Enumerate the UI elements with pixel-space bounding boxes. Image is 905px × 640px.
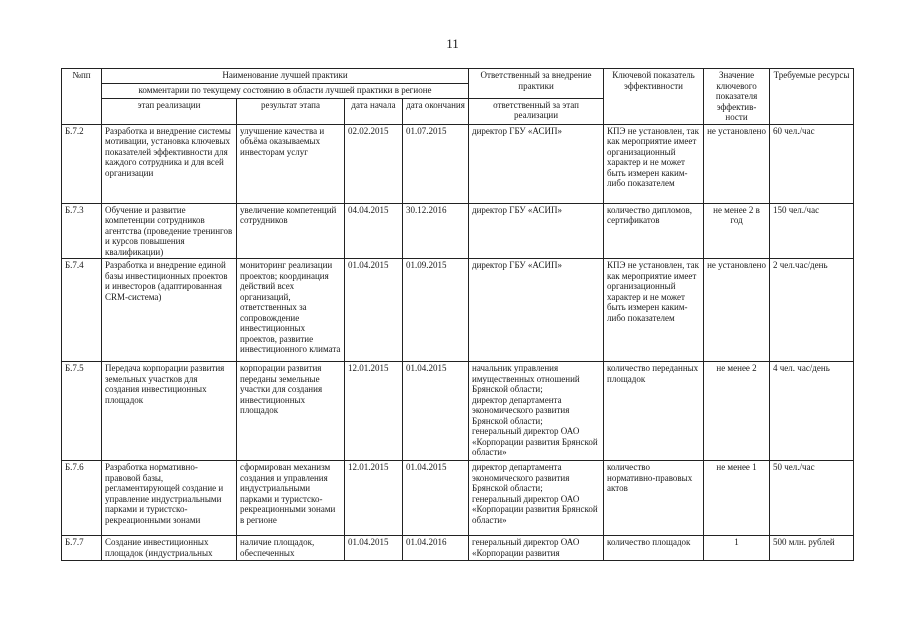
row-resources: 2 чел.час/день	[770, 259, 854, 362]
row-responsible: директор департамента экономического развития Брянской области; генеральный директор ОАО «Корпорации развития Брянской области»	[469, 461, 604, 536]
row-stage: Обучение и развитие компетенции сотрудников агентства (проведение тренингов и курсов повышения квалификации)	[102, 203, 237, 259]
row-resources: 4 чел. час/день	[770, 362, 854, 461]
header-kpi-value: Значение ключевого показателя эффектив-ности	[704, 69, 770, 125]
row-end-date: 01.04.2015	[403, 362, 469, 461]
row-start-date: 12.01.2015	[345, 461, 403, 536]
row-stage: Разработка нормативно-правовой базы, регламентирующей создание и управление индустриальными парками и туристско-рекреационными зонами	[102, 461, 237, 536]
header-resources: Требуемые ресурсы	[770, 69, 854, 125]
row-kpi-value: 1	[704, 536, 770, 561]
header-responsible-stage: ответственный за этап реализации	[469, 98, 604, 124]
row-id: Б.7.7	[62, 536, 102, 561]
row-result: увеличение компетенций сотрудников	[237, 203, 345, 259]
header-kpi: Ключевой показатель эффективности	[604, 69, 704, 125]
row-resources: 50 чел./час	[770, 461, 854, 536]
row-result: сформирован механизм создания и управления индустриальными парками и туристско-рекреационными зонами в регионе	[237, 461, 345, 536]
header-practice-name: Наименование лучшей практики	[102, 69, 469, 84]
table-row	[62, 362, 854, 461]
page-number: 11	[446, 36, 459, 51]
row-kpi: количество площадок	[604, 536, 704, 561]
row-resources: 60 чел./час	[770, 124, 854, 203]
row-stage: Разработка и внедрение единой базы инвестиционных проектов и инвесторов (адаптированная CRM-система)	[102, 259, 237, 362]
header-result: результат этапа	[237, 98, 345, 124]
row-kpi-value: не установлено	[704, 259, 770, 362]
row-start-date: 01.04.2015	[345, 259, 403, 362]
header-num: №пп	[62, 69, 102, 125]
row-kpi-value: не менее 1	[704, 461, 770, 536]
table-row	[62, 259, 854, 362]
row-start-date: 04.04.2015	[345, 203, 403, 259]
row-start-date: 02.02.2015	[345, 124, 403, 203]
row-start-date: 01.04.2015	[345, 536, 403, 561]
row-end-date: 01.04.2016	[403, 536, 469, 561]
row-id: Б.7.2	[62, 124, 102, 203]
row-result: мониторинг реализации проектов; координация действий всех организаций, ответственных за сопровождение инвестиционных проектов, развитие инвестиционного климата	[237, 259, 345, 362]
row-end-date: 01.04.2015	[403, 461, 469, 536]
header-end-date: дата окончания	[403, 98, 469, 124]
row-end-date: 30.12.2016	[403, 203, 469, 259]
row-kpi: КПЭ не установлен, так как мероприятие имеет организационный характер и не может быть измерен каким-либо показателем	[604, 124, 704, 203]
row-kpi: количество переданных площадок	[604, 362, 704, 461]
header-comments: комментарии по текущему состоянию в области лучшей практики в регионе	[102, 84, 469, 99]
row-end-date: 01.07.2015	[403, 124, 469, 203]
row-id: Б.7.4	[62, 259, 102, 362]
row-id: Б.7.3	[62, 203, 102, 259]
row-kpi-value: не менее 2	[704, 362, 770, 461]
row-end-date: 01.09.2015	[403, 259, 469, 362]
row-responsible: генеральный директор ОАО «Корпорации развития	[469, 536, 604, 561]
table-row	[62, 536, 854, 561]
row-responsible: директор ГБУ «АСИП»	[469, 259, 604, 362]
row-resources: 150 чел./час	[770, 203, 854, 259]
row-start-date: 12.01.2015	[345, 362, 403, 461]
row-result: наличие площадок, обеспеченных	[237, 536, 345, 561]
table-row	[62, 124, 854, 203]
table-row	[62, 203, 854, 259]
row-responsible: директор ГБУ «АСИП»	[469, 203, 604, 259]
row-stage: Создание инвестиционных площадок (индустриальных	[102, 536, 237, 561]
row-kpi: количество нормативно-правовых актов	[604, 461, 704, 536]
header-stage: этап реализации	[102, 98, 237, 124]
row-resources: 500 млн. рублей	[770, 536, 854, 561]
row-responsible: директор ГБУ «АСИП»	[469, 124, 604, 203]
row-result: улучшение качества и объёма оказываемых инвесторам услуг	[237, 124, 345, 203]
row-kpi: КПЭ не установлен, так как мероприятие имеет организационный характер и не может быть измерен каким-либо показателем	[604, 259, 704, 362]
row-responsible: начальник управления имущественных отношений Брянской области; директор департамента экономического развития Брянской области; генеральный директор ОАО «Корпорации развития Брянской области»	[469, 362, 604, 461]
row-id: Б.7.6	[62, 461, 102, 536]
row-kpi-value: не установлено	[704, 124, 770, 203]
row-stage: Передача корпорации развития земельных участков для создания инвестиционных площадок	[102, 362, 237, 461]
table-row	[62, 461, 854, 536]
row-stage: Разработка и внедрение системы мотивации, установка ключевых показателей эффективности для каждого сотрудника и для всей организации	[102, 124, 237, 203]
row-id: Б.7.5	[62, 362, 102, 461]
header-responsible: Ответственный за внедрение практики	[469, 69, 604, 99]
row-kpi: количество дипломов, сертификатов	[604, 203, 704, 259]
header-start-date: дата начала	[345, 98, 403, 124]
row-result: корпорации развития переданы земельные участки для создания инвестиционных площадок	[237, 362, 345, 461]
best-practice-table	[61, 68, 854, 561]
row-kpi-value: не менее 2 в год	[704, 203, 770, 259]
